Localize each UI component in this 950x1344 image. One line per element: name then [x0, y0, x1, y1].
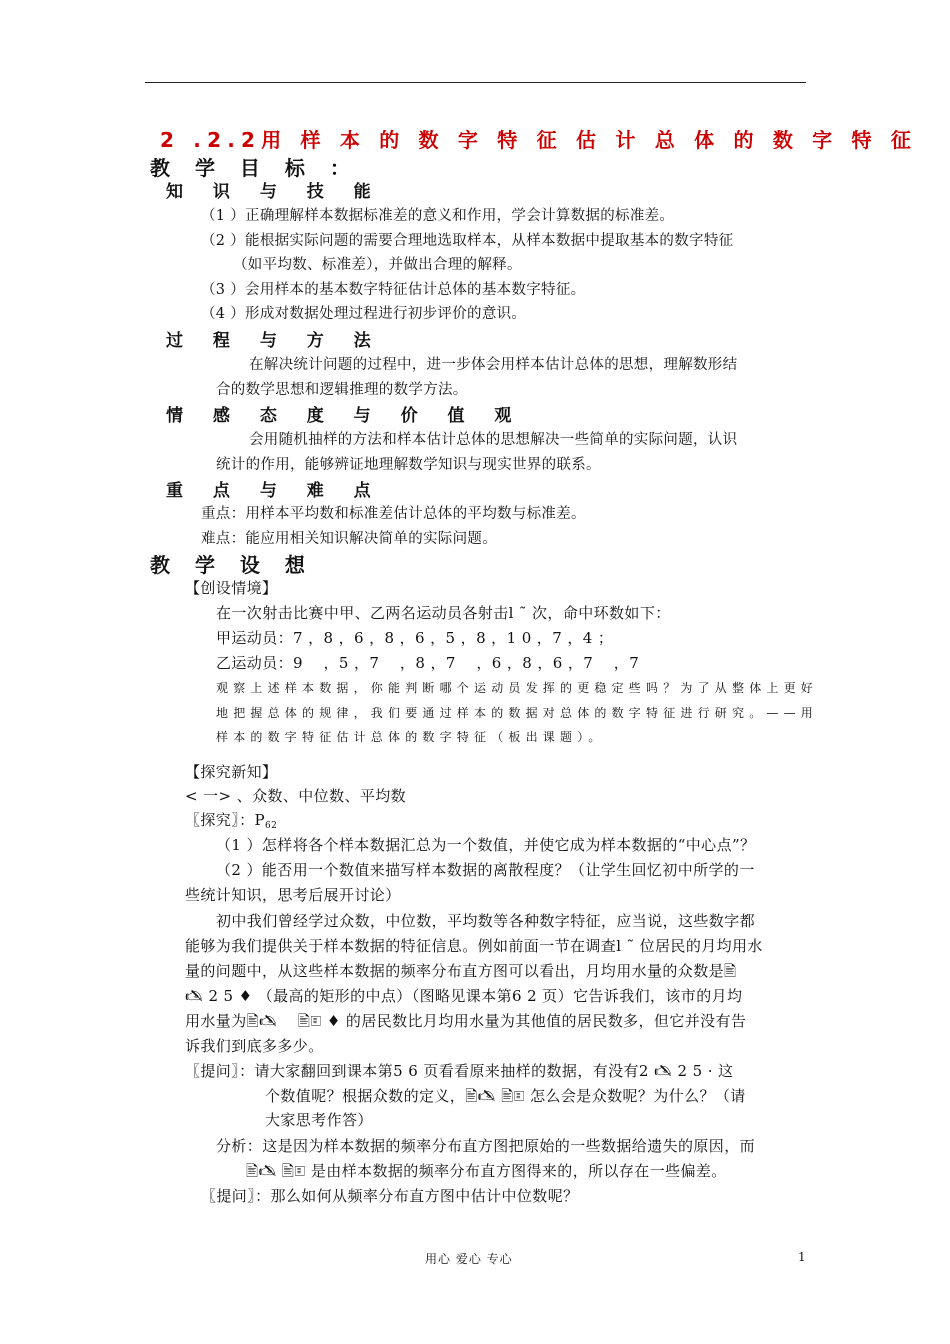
knowledge-item-1: （1 ）正确理解样本数据标准差的意义和作用，学会计算数据的标准差。 — [201, 208, 675, 224]
scenario-line-2: 甲运动员：7 ，8 ，6 ，8 ，6 ，5 ，8 ，1 0 ，7 ，4 ； — [216, 629, 614, 647]
section-heading: < 一> 、众数、中位数、平均数 — [185, 787, 407, 805]
page-number: 1 — [798, 1250, 807, 1264]
process-line-1: 在解决统计问题的过程中，进一步体会用样本估计总体的思想，理解数形结 — [249, 357, 738, 373]
ask-2: 〖提问〗：那么如何从频率分布直方图中估计中位数呢？ — [201, 1187, 579, 1205]
question-line-1: 观察上述样本数据，你能判断哪个运动员发挥的更稳定些吗？为了从整体上更好 — [216, 681, 819, 695]
explore-label: 【探究新知】 — [185, 763, 278, 781]
knowledge-item-4: （4 ）形成对数据处理过程进行初步评价的意识。 — [201, 306, 527, 322]
key-point: 重点：用样本平均数和标准差估计总体的平均数与标准差。 — [201, 506, 586, 522]
knowledge-item-2-cont: （如平均数、标准差），并做出合理的解释。 — [233, 257, 522, 273]
question-line-2: 地把握总体的规律，我们要通过样本的数据对总体的数字特征进行研究。——用 — [216, 706, 819, 720]
paragraph-line-2: 能够为我们提供关于样本数据的特征信息。例如前面一节在调查l ˜ 位居民的月均用水 — [185, 937, 763, 955]
ask-1-line-3: 大家思考作答） — [265, 1111, 373, 1129]
header-rule — [145, 82, 806, 83]
knowledge-heading: 知 识 与 技 能 — [166, 182, 383, 202]
goals-heading: 教 学 目 标 ： — [150, 156, 359, 180]
paragraph-line-1: 初中我们曾经学过众数，中位数，平均数等各种数字特征，应当说，这些数字都 — [216, 912, 756, 930]
scenario-line-1: 在一次射击比赛中甲、乙两名运动员各射击l ˜ 次，命中环数如下： — [216, 604, 671, 622]
knowledge-item-3: （3 ）会用样本的基本数字特征估计总体的基本数字特征。 — [201, 282, 586, 298]
attitude-heading: 情 感 态 度 与 价 值 观 — [166, 406, 524, 426]
paragraph-line-5: 用水量为🖹🖎 🖹🗉 ♦ 的居民数比月均用水量为其他值的居民数多，但它并没有告 — [185, 1012, 747, 1030]
footer-motto: 用心 爱心 专心 — [425, 1252, 513, 1266]
attitude-line-2: 统计的作用，能够辨证地理解数学知识与现实世界的联系。 — [216, 457, 601, 473]
ask-1-line-2: 个数值呢？根据众数的定义，🖹🖎 🖹🗉 怎么会是众数呢？为什么？（请 — [265, 1087, 746, 1105]
explore-item-2-cont: 些统计知识，思考后展开讨论） — [185, 886, 401, 904]
ask-1-line-1: 〖提问〗：请大家翻回到课本第5 6 页看看原来抽样的数据，有没有2 🖎 2 5 · 这 — [185, 1062, 734, 1080]
process-heading: 过 程 与 方 法 — [166, 331, 383, 351]
explore-heading: 〖探究〗：$P_{62}$ — [185, 811, 278, 831]
keypoints-heading: 重 点 与 难 点 — [166, 481, 383, 501]
analysis-line-1: 分析：这是因为样本数据的频率分布直方图把原始的一些数据给遗失的原因，而 — [216, 1137, 756, 1155]
document-title: 2 .2.2用 样 本 的 数 字 特 征 估 计 总 体 的 数 字 特 征 — [160, 128, 918, 152]
paragraph-line-4: 🖎 2 5 ♦ （最高的矩形的中点）（图略见课本第6 2 页）它告诉我们，该市的月均 — [185, 987, 743, 1005]
scenario-line-3: 乙运动员：9 ，5 ，7 ，8 ，7 ，6 ，8 ，6 ，7 ，7 — [216, 654, 640, 672]
scenario-label: 【创设情境】 — [185, 579, 278, 597]
paragraph-line-3: 量的问题中，从这些样本数据的频率分布直方图可以看出，月均用水量的众数是🖹 — [185, 962, 737, 980]
process-line-2: 合的数学思想和逻辑推理的数学方法。 — [216, 382, 468, 398]
paragraph-line-6: 诉我们到底多多少。 — [185, 1037, 324, 1055]
knowledge-item-2: （2 ）能根据实际问题的需要合理地选取样本，从样本数据中提取基本的数字特征 — [201, 233, 734, 249]
analysis-line-2: 🖹🖎 🖹🗉 是由样本数据的频率分布直方图得来的，所以存在一些偏差。 — [246, 1162, 727, 1180]
difficult-point: 难点：能应用相关知识解决简单的实际问题。 — [201, 531, 497, 547]
explore-item-2: （2 ）能否用一个数值来描写样本数据的离散程度？（让学生回忆初中所学的一 — [216, 861, 755, 879]
design-heading: 教 学 设 想 — [150, 553, 314, 577]
question-line-3: 样本的数字特征估计总体的数字特征（板出课题）。 — [216, 730, 606, 744]
explore-item-1: （1 ）怎样将各个样本数据汇总为一个数值，并使它成为样本数据的“中心点”？ — [216, 836, 756, 854]
attitude-line-1: 会用随机抽样的方法和样本估计总体的思想解决一些简单的实际问题，认识 — [249, 432, 738, 448]
